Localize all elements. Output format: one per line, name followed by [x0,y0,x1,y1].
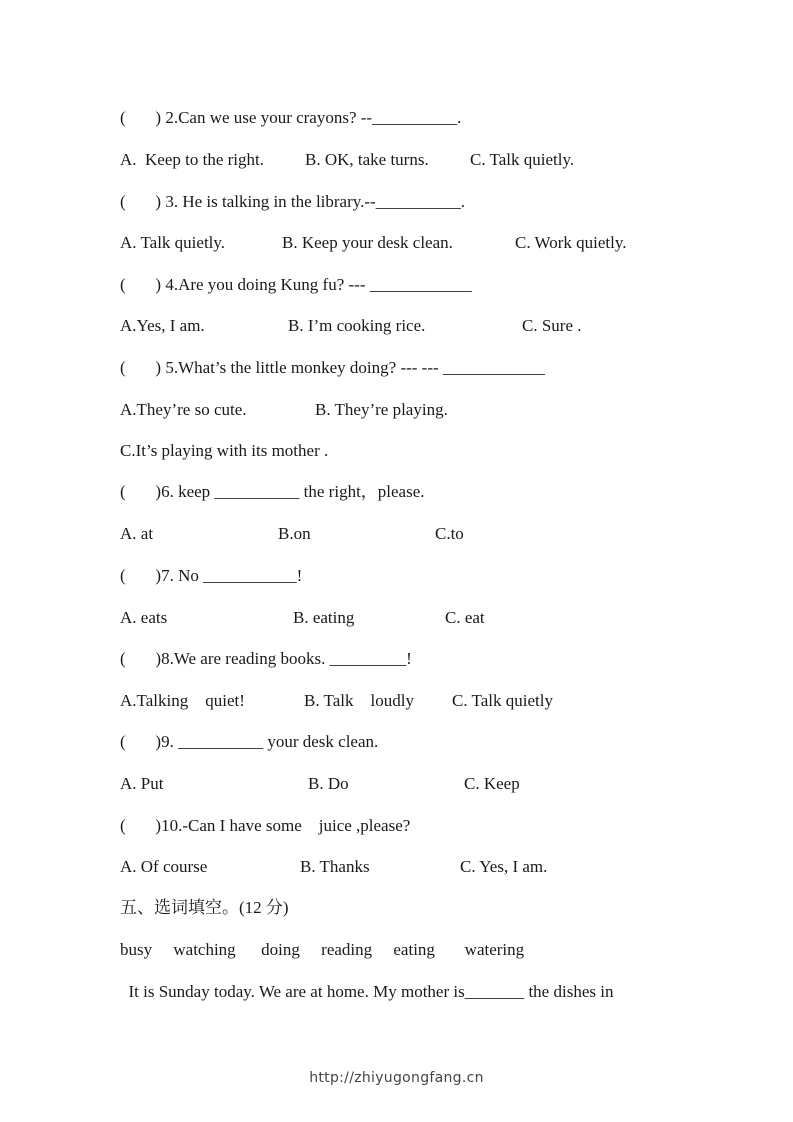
section-5-heading: 五、选词填空。(12 分) [120,898,289,917]
option-b: B.on [278,524,311,543]
question-3-stem: ( ) 3. He is talking in the library.--__________. [120,192,465,211]
option-c: C. Yes, I am. [460,857,548,876]
option-a: A. at [120,524,154,543]
option-b: B. Do [308,774,349,793]
option-a: A. Of course [120,857,208,876]
option-c: C. Sure . [522,316,582,335]
question-7-stem: ( )7. No ___________! [120,566,303,585]
question-5-option-c: C.It’s playing with its mother . [120,441,329,460]
option-c: C. Work quietly. [515,233,627,252]
word-bank: busy watching doing reading eating watering [120,940,525,959]
question-4-stem: ( ) 4.Are you doing Kung fu? --- ____________ [120,275,472,294]
option-a: A.Talking quiet! [120,691,245,710]
option-b: B. I’m cooking rice. [288,316,426,335]
question-8-stem: ( )8.We are reading books. _________! [120,649,412,668]
question-2-stem: ( ) 2.Can we use your crayons? --__________. [120,108,462,127]
option-b: B. Keep your desk clean. [282,233,453,252]
question-9-stem: ( )9. __________ your desk clean. [120,732,379,751]
question-6-stem: ( )6. keep __________ the right，please. [120,482,425,501]
option-b: B. Talk loudly [304,691,414,710]
option-a: A. Keep to the right. [120,150,264,169]
option-c: C. Talk quietly. [470,150,575,169]
option-a: A. Put [120,774,164,793]
option-b: B. Thanks [300,857,370,876]
option-b: B. They’re playing. [315,400,448,419]
option-b: B. eating [293,608,355,627]
passage-line: It is Sunday today. We are at home. My mother is_______ the dishes in [120,982,614,1001]
question-5-stem: ( ) 5.What’s the little monkey doing? --- --- ____________ [120,358,545,377]
option-a: A.Yes, I am. [120,316,205,335]
option-a: A. Talk quietly. [120,233,226,252]
option-c: C. Talk quietly [452,691,553,710]
question-10-stem: ( )10.-Can I have some juice ,please? [120,816,411,835]
option-c: C.to [435,524,464,543]
option-a: A.They’re so cute. [120,400,247,419]
option-b: B. OK, take turns. [305,150,429,169]
option-c: C. eat [445,608,485,627]
footer-url: http://zhiyugongfang.cn [309,1070,484,1086]
option-a: A. eats [120,608,168,627]
option-c: C. Keep [464,774,520,793]
